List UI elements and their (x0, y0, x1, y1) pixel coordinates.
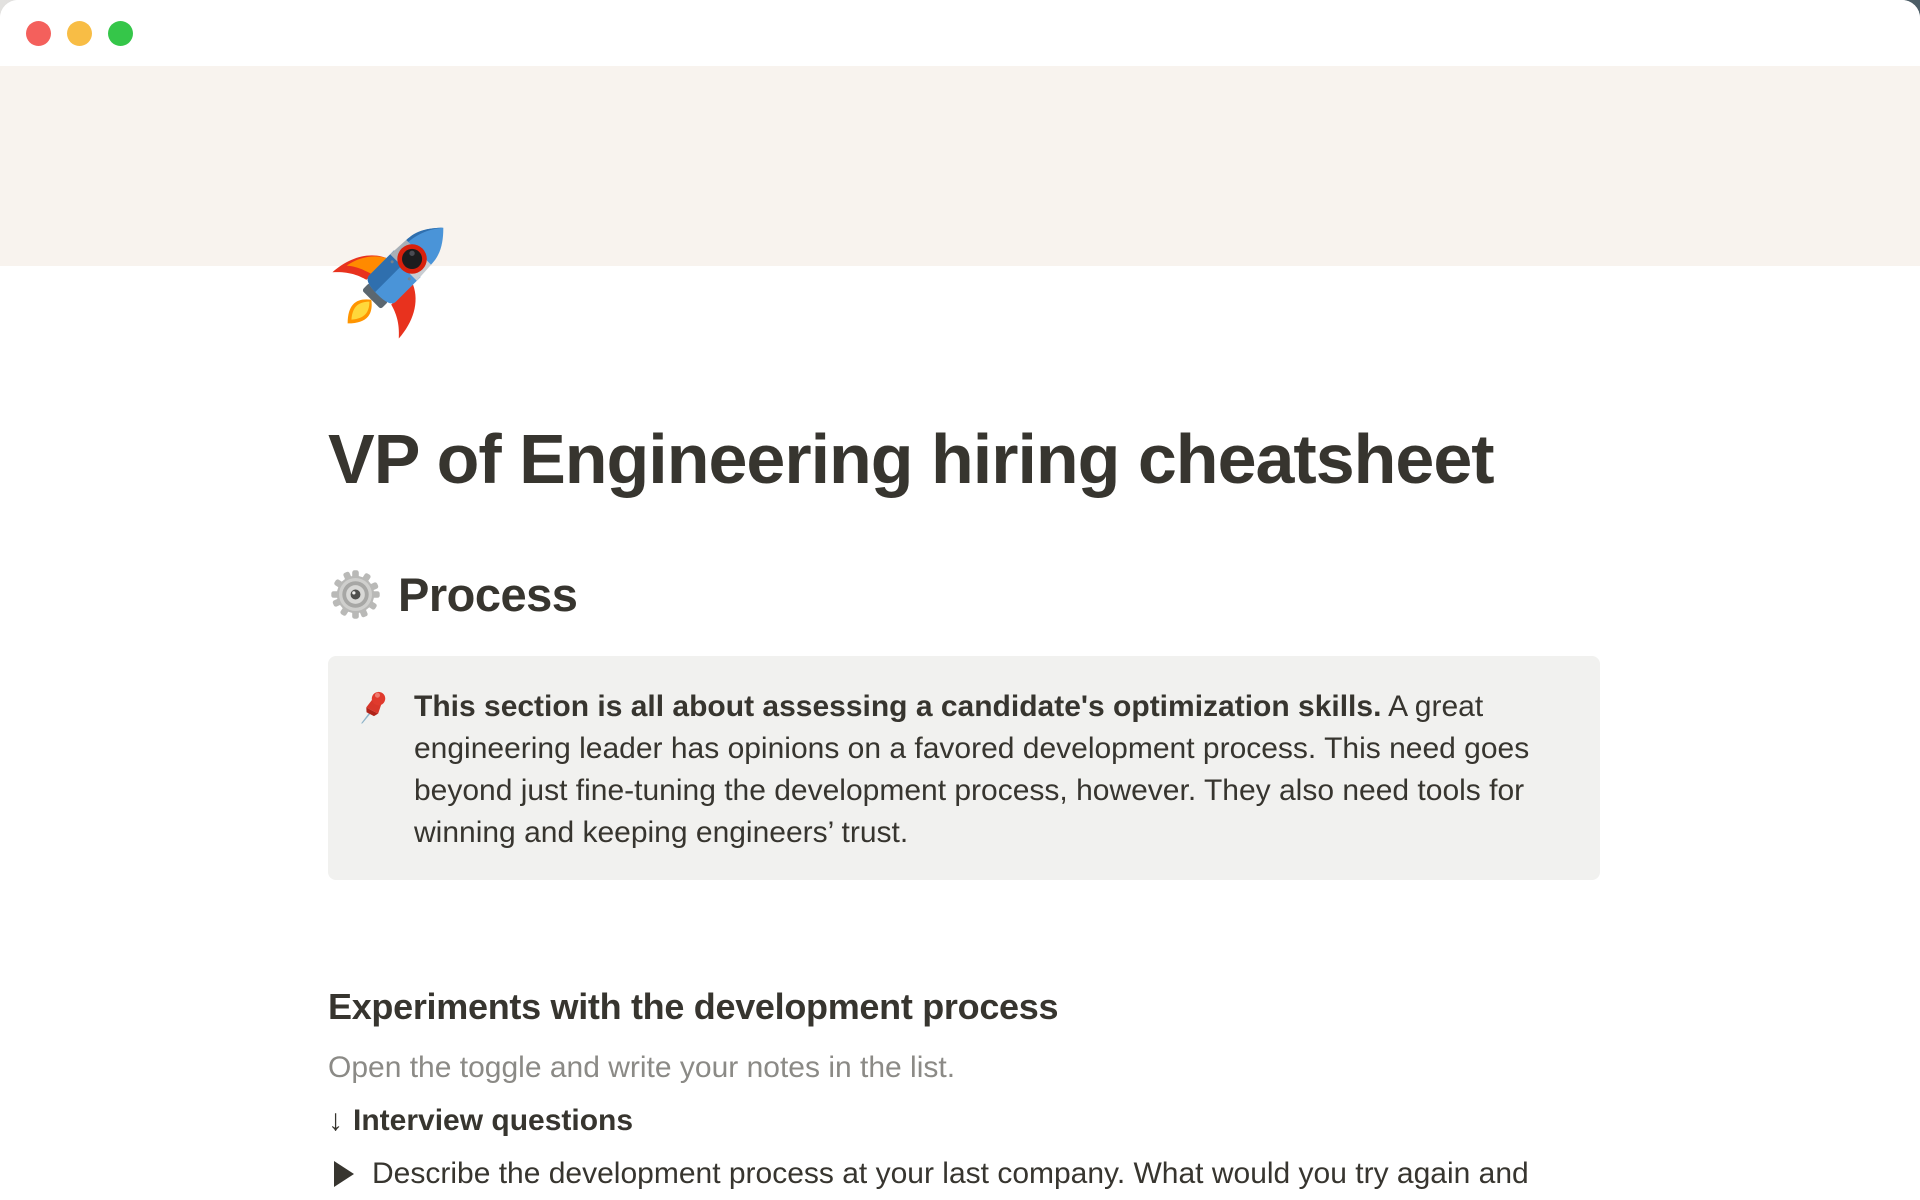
process-heading: Process (398, 567, 578, 621)
zoom-button[interactable] (108, 21, 133, 46)
experiments-caption: Open the toggle and write your notes in the list. (328, 1051, 956, 1084)
toggle-item-text: Describe the development process at your last company. What would you try again and (372, 1157, 1529, 1190)
close-button[interactable] (26, 21, 51, 46)
interview-questions-label (328, 1100, 1600, 1142)
page-content (328, 205, 1600, 1195)
callout-body: A great engineering leader has opinions on a favored development process. This need goes beyond just fine-tuning the development process, however. They also need tools for winning and keeping engineers’ trust. (414, 690, 1530, 849)
callout-text (414, 686, 1560, 854)
rocket-emoji-icon[interactable] (328, 205, 462, 339)
pushpin-emoji-icon (352, 688, 394, 730)
toggle-triangle-icon[interactable] (328, 1153, 372, 1195)
process-heading-row (328, 565, 1600, 623)
window-titlebar (0, 0, 1920, 66)
toggle-list-item (328, 1153, 1600, 1195)
callout-block (328, 656, 1600, 880)
down-arrow-icon: ↓ (328, 1104, 343, 1137)
page-title: VP of Engineering hiring cheatsheet (328, 420, 1494, 498)
interview-questions-text: Interview questions (353, 1104, 634, 1137)
gear-emoji-icon (328, 567, 383, 622)
callout-lead-bold: This section is all about assessing a candidate's optimization skills. (414, 690, 1382, 723)
experiments-heading: Experiments with the development process (328, 986, 1059, 1027)
minimize-button[interactable] (67, 21, 92, 46)
